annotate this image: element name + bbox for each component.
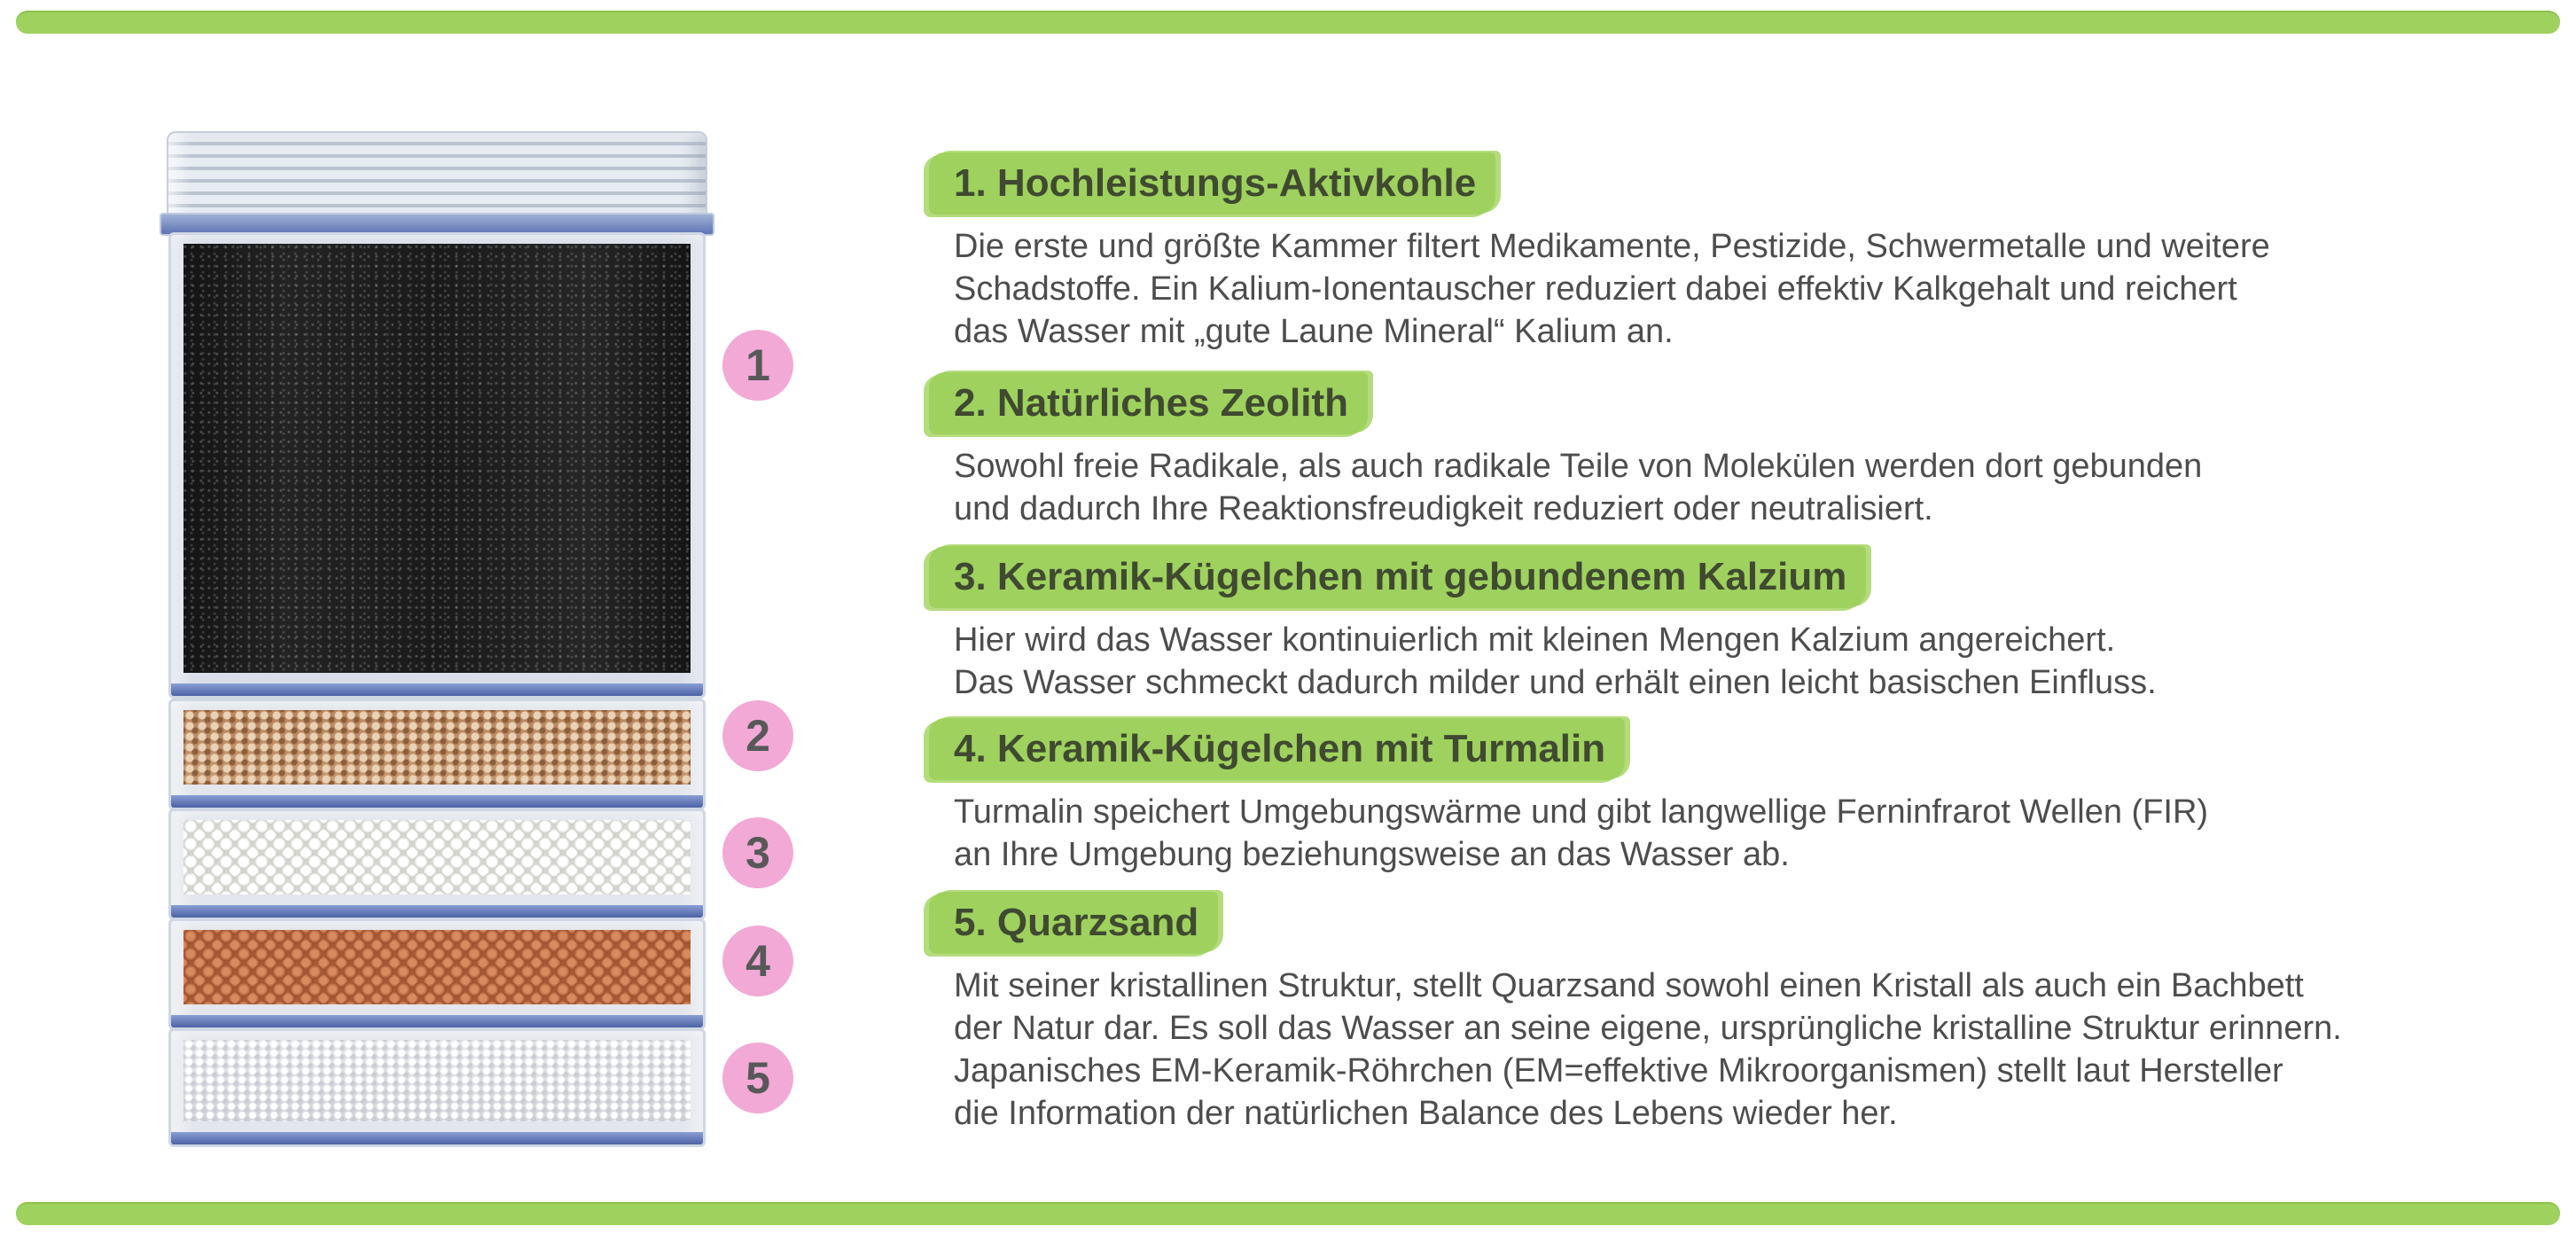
- section-quartz-sand: [954, 892, 2514, 1135]
- section-activated-carbon: [954, 152, 2514, 353]
- top-decorative-stripe: [16, 11, 2560, 34]
- section-title: 5. Quarzsand: [929, 892, 1218, 954]
- badge-5: 5: [722, 1043, 793, 1113]
- badge-4: 4: [722, 926, 793, 996]
- section-title: 3. Keramik-Kügelchen mit gebundenem Kalzium: [929, 546, 1866, 608]
- chamber-ceramic-calcium: [168, 808, 706, 920]
- description-line: das Wasser mit „gute Laune Mineral“ Kalium an.: [954, 313, 1674, 350]
- section-description: [954, 619, 2514, 704]
- section-description: [954, 965, 2514, 1135]
- badge-3: 3: [722, 817, 793, 888]
- section-description: [954, 791, 2514, 876]
- description-line: Mit seiner kristallinen Struktur, stellt Quarzsand sowohl einen Kristall als auch ein Bachbett: [954, 967, 2304, 1004]
- badge-2: 2: [722, 700, 793, 771]
- bottom-decorative-stripe: [16, 1202, 2560, 1225]
- section-description: [954, 225, 2514, 353]
- description-line: an Ihre Umgebung beziehungsweise an das Wasser ab.: [954, 836, 1790, 873]
- description-line: Turmalin speichert Umgebungswärme und gibt langwellige Ferninfrarot Wellen (FIR): [954, 793, 2209, 831]
- section-ceramic-tourmaline: [954, 718, 2514, 876]
- badge-1: 1: [722, 330, 793, 401]
- section-title: 2. Natürliches Zeolith: [929, 372, 1368, 434]
- description-line: die Information der natürlichen Balance des Lebens wieder her.: [954, 1095, 1898, 1132]
- section-ceramic-calcium: [954, 546, 2514, 704]
- description-line: Die erste und größte Kammer filtert Medikamente, Pestizide, Schwermetalle und weitere: [954, 228, 2270, 265]
- cartridge-cap: [167, 131, 707, 223]
- description-line: Hier wird das Wasser kontinuierlich mit kleinen Mengen Kalzium angereichert.: [954, 621, 2116, 659]
- chamber-ceramic-tourmaline: [168, 918, 706, 1030]
- section-zeolith: [954, 372, 2514, 530]
- chamber-activated-carbon: [168, 232, 706, 699]
- description-line: Japanisches EM-Keramik-Röhrchen (EM=effektive Mikroorganismen) stellt laut Hersteller: [954, 1052, 2283, 1090]
- section-description: [954, 445, 2514, 530]
- chamber-zeolith: [168, 699, 706, 810]
- section-title: 1. Hochleistungs-Aktivkohle: [929, 152, 1495, 215]
- description-line: der Natur dar. Es soll das Wasser an seine eigene, ursprüngliche kristalline Struktur erinnern.: [954, 1010, 2342, 1047]
- description-line: und dadurch Ihre Reaktionsfreudigkeit reduziert oder neutralisiert.: [954, 490, 1933, 527]
- description-line: Schadstoffe. Ein Kalium-Ionentauscher reduziert dabei effektiv Kalkgehalt und reichert: [954, 270, 2237, 308]
- filter-cartridge-image: [160, 131, 718, 1142]
- section-title: 4. Keramik-Kügelchen mit Turmalin: [929, 718, 1625, 780]
- description-line: Das Wasser schmeckt dadurch milder und erhält einen leicht basischen Einfluss.: [954, 664, 2157, 701]
- chamber-quartz-sand: [168, 1028, 706, 1147]
- description-line: Sowohl freie Radikale, als auch radikale Teile von Molekülen werden dort gebunden: [954, 448, 2203, 485]
